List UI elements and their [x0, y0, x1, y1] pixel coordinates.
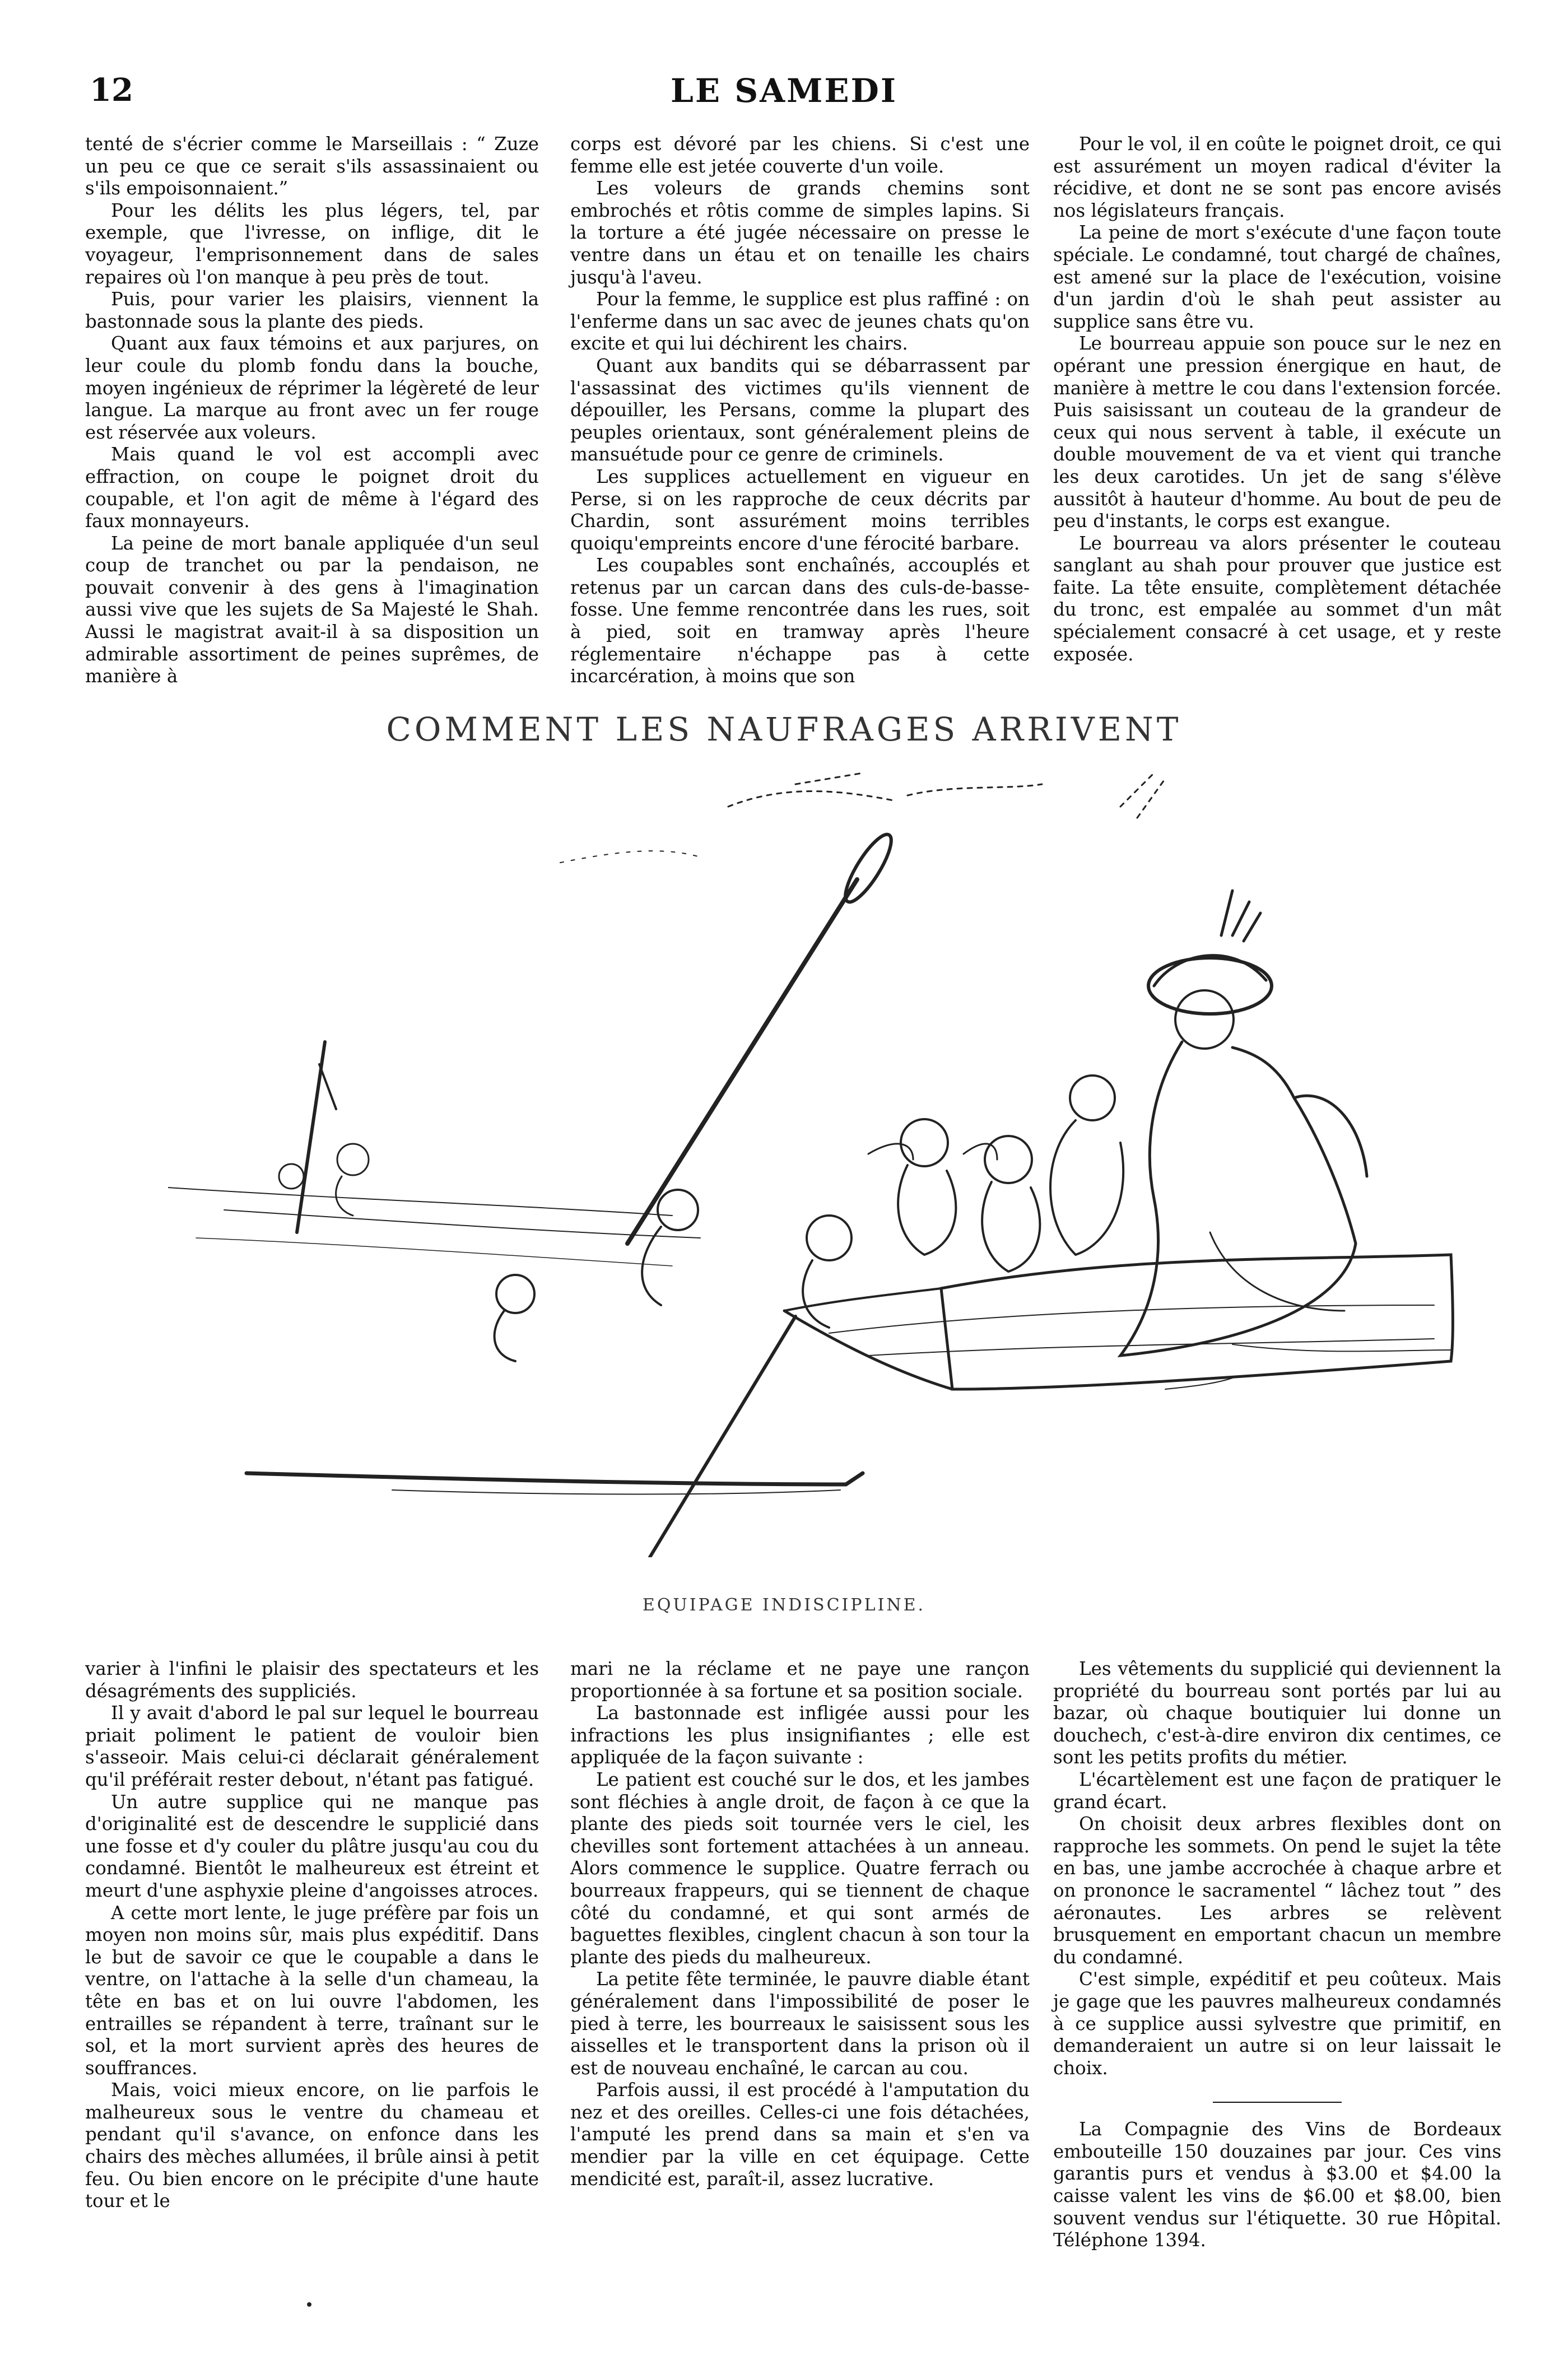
- paragraph: Pour les délits les plus légers, tel, par exemple, que l'ivresse, on inflige, dit le voyageur, l'emprisonnement dans de sales repaires où l'on manque à peu près de tout.: [85, 199, 539, 288]
- paragraph: varier à l'infini le plaisir des spectateurs et les désagréments des suppliciés.: [85, 1658, 539, 1702]
- paragraph: A cette mort lente, le juge préfère par fois un moyen non moins sûr, mais plus expéditif. Dans le but de savoir ce que le coupable a dans le ventre, on l'attache à la selle d'un chameau, la tête en bas et on lui ouvre l'abdomen, les entrailles se répandent à terre, traînant sur le sol, et la mort survient après des heures de souffrances.: [85, 1902, 539, 2079]
- illustration-caption: EQUIPAGE INDISCIPLINE.: [642, 1595, 926, 1615]
- paragraph: L'écartèlement est une façon de pratiquer le grand écart.: [1053, 1768, 1501, 1813]
- paragraph: Un autre supplice qui ne manque pas d'originalité est de descendre le supplicié dans une fosse et d'y couler du plâtre jusqu'au cou du condamné. Bientôt le malheureux est étreint et meurt d'une asphyxie pleine d'angoisses atroces.: [85, 1791, 539, 1901]
- paragraph: La bastonnade est infligée aussi pour les infractions les plus insignifiantes ; elle est appliquée de la façon suivante :: [570, 1702, 1030, 1768]
- bottom-column-3: [1053, 1658, 1501, 2251]
- paragraph: La petite fête terminée, le pauvre diable étant généralement dans l'impossibilité de poser le pied à terre, les bourreaux le saisissent sous les aisselles et le transportent dans la prison où il est de nouveau enchaîné, le carcan au cou.: [570, 1968, 1030, 2079]
- paragraph: Les coupables sont enchaînés, accouplés et retenus par un carcan dans des culs-de-basse-fosse. Une femme rencontrée dans les rues, soit à pied, soit en tramway après l'heure réglementaire n'échappe pas à cette incarcération, à moins que son: [570, 555, 1030, 687]
- paragraph: Le bourreau va alors présenter le couteau sanglant au shah pour prouver que justice est faite. La tête ensuite, complètement détachée du tronc, est empalée au sommet d'un mât spécialement consacré à cet usage, et y reste exposée.: [1053, 532, 1501, 665]
- top-column-2: [570, 133, 1030, 699]
- bottom-column-1: [85, 1658, 539, 2246]
- advertisement-notice: [1053, 2118, 1501, 2252]
- boat-illustration: [168, 751, 1457, 1557]
- paragraph: Le bourreau appuie son pouce sur le nez en opérant une pression énergique en haut, de manière à mettre le cou dans l'extension forcée. Puis saisissant un couteau de la grandeur de ceux qui nous servent à table, il exécute un double mouvement de va et vient qui tranche les deux carotides. Un jet de sang s'élève aussitôt à hauteur d'homme. Au bout de peu de peu d'instants, le corps est exangue.: [1053, 333, 1501, 532]
- paragraph: Les vêtements du supplicié qui deviennent la propriété du bourreau sont portés par lui au bazar, où chaque boutiquier lui donne un douchech, c'est-à-dire environ dix centimes, ce sont les petits profits du métier.: [1053, 1658, 1501, 1768]
- paragraph: Pour la femme, le supplice est plus raffiné : on l'enferme dans un sac avec de jeunes chats qu'on excite et qui lui déchirent les chairs.: [570, 288, 1030, 355]
- bottom-column-2: [570, 1658, 1030, 2246]
- paragraph: Mais, voici mieux encore, on lie parfois le malheureux sous le ventre du chameau et pendant qu'il s'avance, on enfonce dans les chairs des mèches allumées, il brûle ainsi à petit feu. Ou bien encore on le précipite d'une haute tour et le: [85, 2079, 539, 2212]
- paragraph: Les supplices actuellement en vigueur en Perse, si on les rapproche de ceux décrits par Chardin, sont assurément moins terribles quoiqu'empreints encore d'une férocité barbare.: [570, 465, 1030, 554]
- paragraph: On choisit deux arbres flexibles dont on rapproche les sommets. On pend le sujet la tête en bas, une jambe accrochée à chaque arbre et on prononce le sacramentel “ lâchez tout ” des aéronautes. Les arbres se relèvent brusquement en emportant chacun un membre du condamné.: [1053, 1813, 1501, 1968]
- paragraph: tenté de s'écrier comme le Marseillais : “ Zuze un peu ce que ce serait s'ils assassinaient ou s'ils empoisonnaient.”: [85, 133, 539, 199]
- paragraph: Pour le vol, il en coûte le poignet droit, ce qui est assurément un moyen radical d'éviter la récidive, et dont ne se sont pas encore avisés nos législateurs français.: [1053, 133, 1501, 221]
- paragraph: Puis, pour varier les plaisirs, viennent la bastonnade sous la plante des pieds.: [85, 288, 539, 332]
- notice-text: La Compagnie des Vins de Bordeaux embouteille 150 douzaines par jour. Ces vins garantis purs et vendus à $3.00 et $4.00 la caisse valent les vins de $6.00 et $8.00, bien souvent vendus sur l'étiquette. 30 rue Hôpital. Téléphone 1394.: [1053, 2118, 1501, 2251]
- ink-speck: [307, 2302, 311, 2307]
- paragraph: corps est dévoré par les chiens. Si c'est une femme elle est jetée couverte d'un voile.: [570, 133, 1030, 177]
- paragraph: Le patient est couché sur le dos, et les jambes sont fléchies à angle droit, de façon à ce que la plante des pieds soit tournée vers le ciel, les chevilles sont fortement attachées à un anneau. Alors commence le supplice. Quatre ferrach ou bourreaux frappeurs, qui se tiennent de chaque côté du condamné, et qui sont armés de baguettes flexibles, cinglent chacun à son tour la plante des pieds du malheureux.: [570, 1768, 1030, 1968]
- paragraph: Mais quand le vol est accompli avec effraction, on coupe le poignet droit du coupable, et l'on agit de même à l'égard des faux monnayeurs.: [85, 444, 539, 532]
- paragraph: C'est simple, expéditif et peu coûteux. Mais je gage que les pauvres malheureux condamnés à ce supplice aussi sylvestre que primitif, en demanderaient un autre si on leur laissait le choix.: [1053, 1968, 1501, 2079]
- paragraph: Les voleurs de grands chemins sont embrochés et rôtis comme de simples lapins. Si la torture a été jugée nécessaire on presse le ventre dans un étau et on tenaille les chairs jusqu'à l'aveu.: [570, 178, 1030, 288]
- paragraph: La peine de mort s'exécute d'une façon toute spéciale. Le condamné, tout chargé de chaînes, est amené sur la place de l'exécution, voisine d'un jardin d'où le shah peut assister au supplice sans être vu.: [1053, 222, 1501, 332]
- paragraph: Quant aux faux témoins et aux parjures, on leur coule du plomb fondu dans la bouche, moyen ingénieux de réprimer la légèreté de leur langue. La marque au front avec un fer rouge est réservée aux voleurs.: [85, 333, 539, 443]
- running-head: LE SAMEDI: [671, 72, 897, 110]
- top-column-3: [1053, 133, 1501, 699]
- paragraph: mari ne la réclame et ne paye une rançon proportionnée à sa fortune et sa position sociale.: [570, 1658, 1030, 1702]
- illustration-title: COMMENT LES NAUFRAGES ARRIVENT: [386, 710, 1182, 748]
- paragraph: La peine de mort banale appliquée d'un seul coup de tranchet ou par la pendaison, ne pouvait convenir à des gens à l'imagination aussi vive que les sujets de Sa Majesté le Shah. Aussi le magistrat avait-il à sa disposition un admirable assortiment de peines suprêmes, de manière à: [85, 532, 539, 687]
- top-column-1: [85, 133, 539, 699]
- paragraph: Il y avait d'abord le pal sur lequel le bourreau priait poliment le patient de vouloir bien s'asseoir. Mais celui-ci déclarait généralement qu'il préférait rester debout, n'étant pas fatigué.: [85, 1702, 539, 1790]
- divider-rule: [1213, 2102, 1342, 2103]
- page-number: 12: [90, 72, 133, 109]
- paragraph: Parfois aussi, il est procédé à l'amputation du nez et des oreilles. Celles-ci une fois détachées, l'amputé les prend dans sa main et s'en va mendier par la ville en cet équipage. Cette mendicité est, paraît-il, assez lucrative.: [570, 2079, 1030, 2190]
- paragraph: Quant aux bandits qui se débarrassent par l'assassinat des victimes qu'ils viennent de dépouiller, les Persans, comme la plupart des peuples orientaux, sont généralement pleins de mansuétude pour ce genre de criminels.: [570, 355, 1030, 465]
